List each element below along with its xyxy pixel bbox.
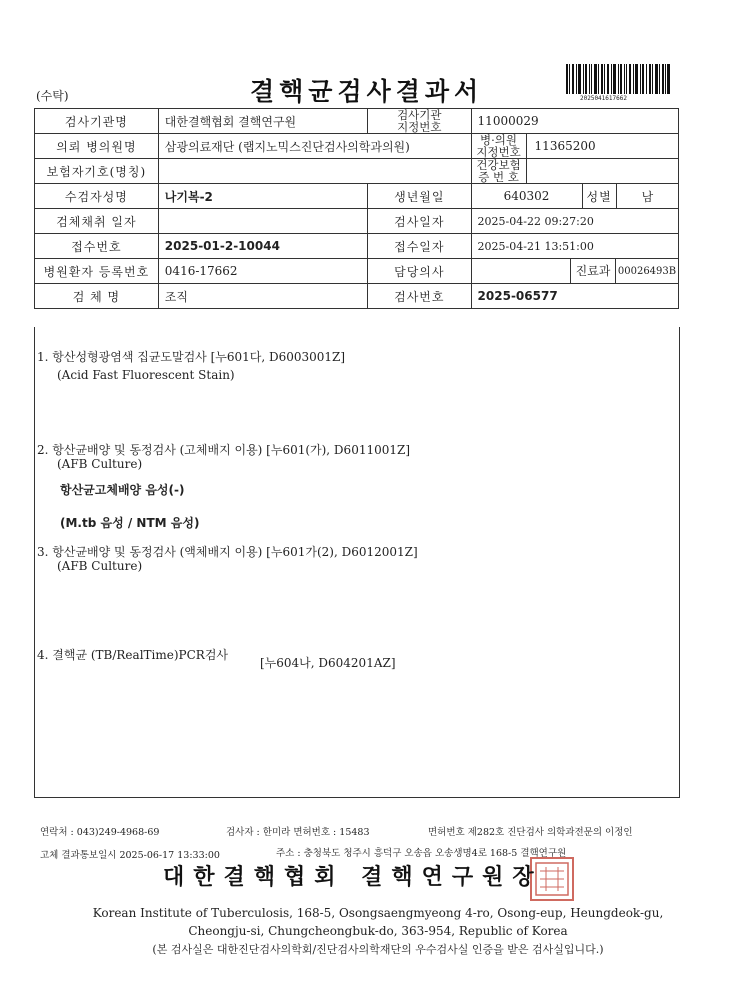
item4-code: [누604나, D604201AZ] [260, 656, 396, 670]
patient-label: 수검자성명 [35, 184, 159, 209]
barcode-number: 2025041617662 [580, 95, 627, 102]
institute-name: 대한결핵협회 결핵연구원장 [163, 865, 543, 890]
inst-label: 검사기관명 [35, 109, 159, 134]
table-row [35, 134, 679, 159]
receipt-date-value: 2025-04-21 13:51:00 [471, 234, 678, 259]
table-row [35, 159, 679, 184]
table-row [35, 209, 679, 234]
item4-title: 4. 결핵균 (TB/RealTime)PCR검사 [37, 648, 229, 662]
specimen-value: 조직 [158, 284, 367, 309]
footer-examiner: 검사자 : 한미라 면허번호 : 15483 [226, 827, 370, 838]
inst-no-label: 검사기관 지정번호 [368, 109, 472, 134]
table-row [35, 259, 679, 284]
receipt-label: 접수번호 [35, 234, 159, 259]
insured-label: 보험자기호(명칭) [35, 159, 159, 184]
specimen-label: 검 체 명 [35, 284, 159, 309]
req-label: 의뢰 병의원명 [35, 134, 159, 159]
collect-value [158, 209, 367, 234]
table-row [35, 234, 679, 259]
footer-report-time: 고체 결과통보일시 2025-06-17 13:33:00 [40, 850, 220, 861]
table-row [35, 184, 679, 209]
receipt-value: 2025-01-2-10044 [158, 234, 367, 259]
inst-no-value: 11000029 [471, 109, 678, 134]
item3-subtitle: (AFB Culture) [57, 559, 143, 573]
doctor-label: 담당의사 [368, 259, 472, 284]
item2-subtitle: (AFB Culture) [57, 457, 143, 471]
sex-value: 남 [616, 184, 678, 209]
reg-label: 병원환자 등록번호 [35, 259, 159, 284]
barcode [566, 64, 670, 94]
footer-license: 면허번호 제282호 진단검사 의학과전문의 이정인 [428, 827, 633, 838]
table-row [35, 109, 679, 134]
test-no-label: 검사번호 [368, 284, 472, 309]
clinic-no-label: 병·의원 지정번호 [472, 134, 527, 158]
certification-note: (본 검사실은 대한진단검사의학회/진단검사의학재단의 우수검사실 인증을 받은 검사실입니다.) [152, 943, 604, 956]
doctor-value [472, 259, 571, 283]
collect-label: 검체채취 일자 [35, 209, 159, 234]
footer-english-address-1: Korean Institute of Tuberculosis, 168-5, Osongsaengmyeong 4-ro, Osong-eup, Heungdeok-gu, [92, 906, 664, 920]
health-cert-label: 건강보험 증 번 호 [472, 159, 527, 183]
sex-label: 성별 [582, 184, 616, 209]
footer-address: 주소 : 충청북도 청주시 흥덕구 오송읍 오송생명4로 168-5 결핵연구원 [276, 848, 567, 859]
clinic-no-value: 11365200 [534, 139, 596, 153]
dob-label: 생년월일 [368, 184, 472, 209]
test-date-value: 2025-04-22 09:27:20 [471, 209, 678, 234]
receipt-date-label: 접수일자 [368, 234, 472, 259]
footer-contact: 연락처 : 043)249-4968-69 [40, 827, 160, 838]
footer-english-address-2: Cheongju-si, Chungcheongbuk-do, 363-954, Republic of Korea [188, 924, 568, 938]
reg-value: 0416-17662 [158, 259, 367, 284]
dept-value: 00026493B [617, 265, 677, 277]
document-note: (수탁) [36, 89, 69, 103]
item2-result-culture: 항산균고체배양 음성(-) [60, 483, 185, 497]
item2-title: 2. 항산균배양 및 동정검사 (고체배지 이용) [누601(가), D6011001Z] [37, 443, 411, 457]
patient-value: 나기복-2 [158, 184, 367, 209]
test-date-label: 검사일자 [368, 209, 472, 234]
dept-label: 진료과 [571, 259, 616, 283]
inst-value: 대한결핵협회 결핵연구원 [158, 109, 367, 134]
item2-result-mtb: (M.tb 음성 / NTM 음성) [60, 516, 200, 530]
table-row [35, 284, 679, 309]
document-title: 결핵균검사결과서 [250, 77, 484, 106]
item3-title: 3. 항산균배양 및 동정검사 (액체배지 이용) [누601가(2), D6012001Z] [37, 545, 418, 559]
item1-title: 1. 항산성형광염색 집균도말검사 [누601다, D6003001Z] [37, 350, 346, 364]
req-value: 삼광의료재단 (랩지노믹스진단검사의학과의원) [158, 134, 471, 159]
item1-subtitle: (Acid Fast Fluorescent Stain) [57, 368, 235, 382]
insured-value [158, 159, 471, 184]
dob-value: 640302 [471, 184, 582, 209]
info-table [34, 108, 679, 309]
test-no-value: 2025-06577 [471, 284, 678, 309]
